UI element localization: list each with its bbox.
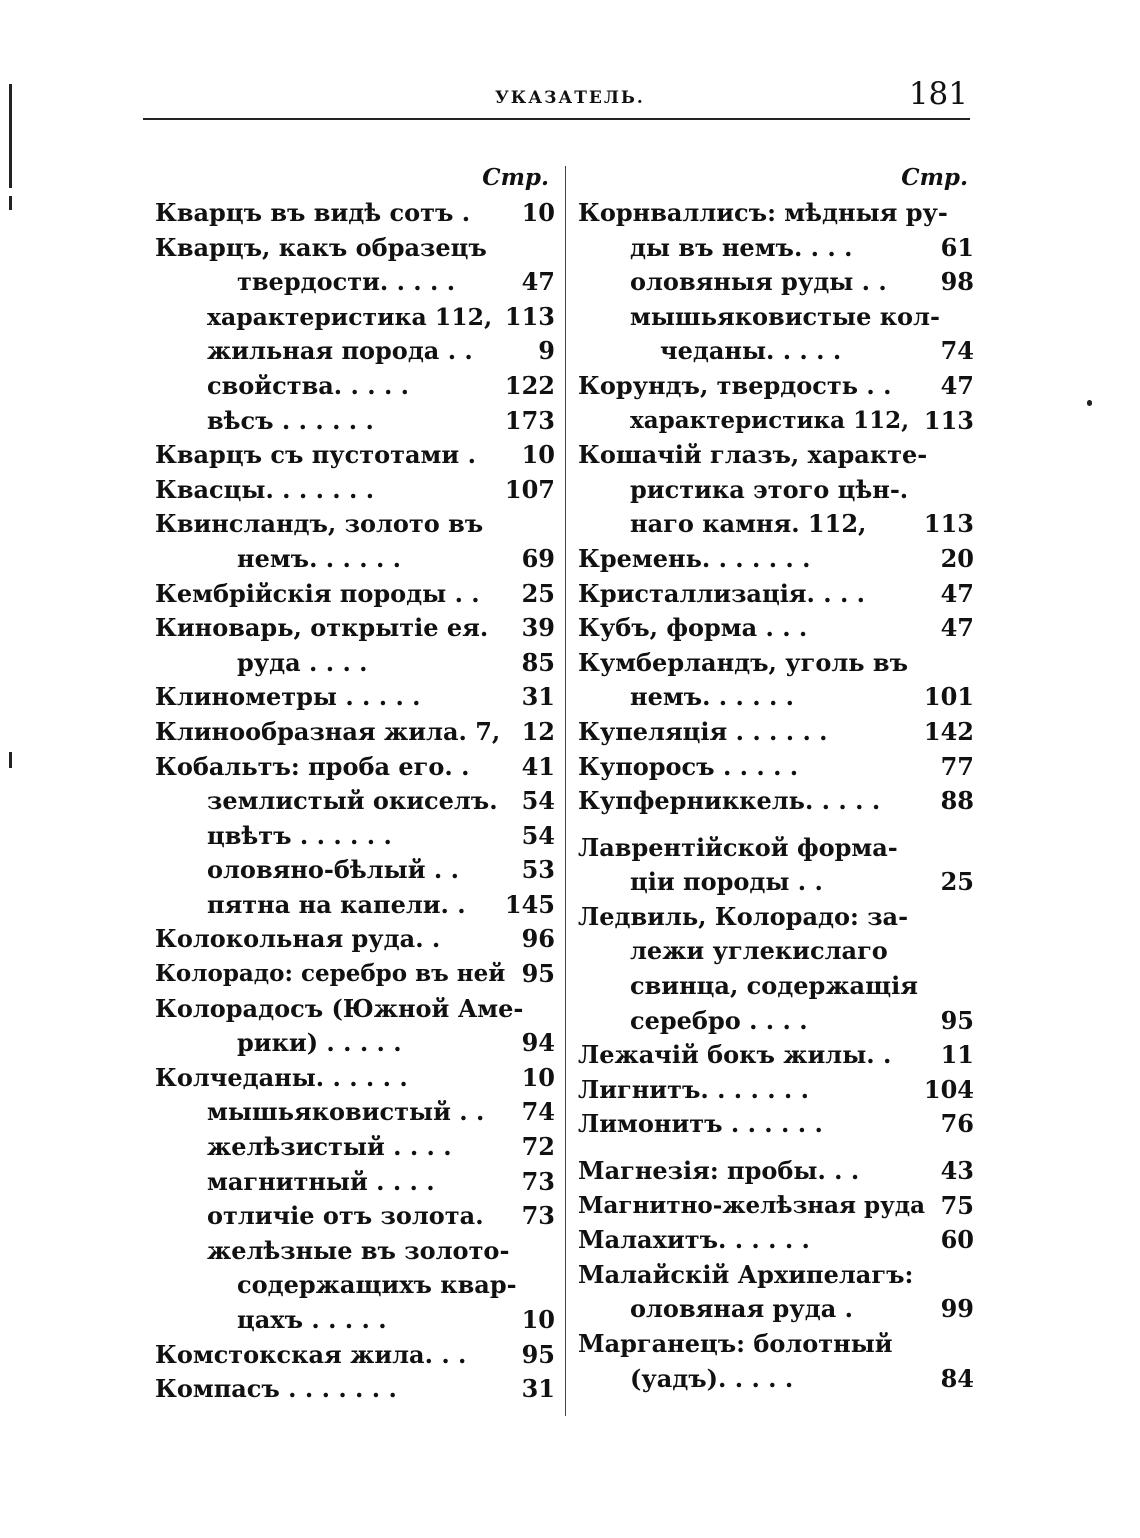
index-entry (155, 853, 555, 888)
index-entry (578, 507, 974, 542)
entry-text: лежи углекислаго (630, 936, 888, 966)
index-entry (578, 265, 974, 300)
entry-page: 61 (940, 232, 974, 262)
entry-text: Кремень. . . . . . . (578, 543, 811, 573)
entry-text: оловяно-бѣлый . . (207, 855, 459, 885)
entry-page: 47 (940, 370, 974, 400)
entry-text: Лежачій бокъ жилы. . (578, 1040, 892, 1070)
entry-text: отличіе отъ золота. (207, 1201, 484, 1231)
entry-page: 31 (521, 682, 555, 712)
entry-text: свойства. . . . . (207, 370, 410, 400)
index-entry (578, 1223, 974, 1258)
index-entry (578, 1073, 974, 1108)
entry-page: 47 (940, 613, 974, 643)
entry-text: Колорадосъ (Южной Аме- (155, 993, 524, 1023)
entry-text: характеристика 112, (630, 406, 910, 434)
entry-page: 122 (504, 370, 555, 400)
entry-page: 98 (940, 267, 974, 297)
entry-text: Кумберландъ, уголь въ (578, 647, 908, 677)
index-entry (155, 1338, 555, 1373)
entry-text: пятна на капели. . (207, 889, 466, 919)
index-entry (578, 196, 974, 231)
entry-text: твердости. . . . . (237, 267, 456, 297)
index-entry (155, 369, 555, 404)
entry-text: Магнитно-желѣзная руда (578, 1191, 926, 1219)
index-entry (155, 1303, 555, 1338)
entry-page: 73 (521, 1201, 555, 1231)
index-entry (155, 507, 555, 542)
entry-page: 72 (521, 1132, 555, 1162)
index-entry (155, 1199, 555, 1234)
entry-page: 73 (521, 1166, 555, 1196)
entry-page: 94 (521, 1028, 555, 1058)
entry-text: оловяныя руды . . (630, 267, 887, 297)
entry-text: Малахитъ. . . . . . (578, 1225, 810, 1255)
index-entry (155, 1165, 555, 1200)
entry-page: 10 (521, 1062, 555, 1092)
index-entry (155, 715, 555, 750)
index-entry (155, 231, 555, 266)
entry-page: 10 (521, 198, 555, 227)
index-entry (155, 300, 555, 335)
column-header: Стр. (482, 164, 549, 191)
index-entry (155, 1372, 555, 1407)
entry-text: (уадъ). . . . . (630, 1363, 794, 1393)
entry-page: 113 (923, 509, 974, 539)
entry-text: землистый окиселъ. (207, 786, 498, 816)
entry-text: Лаврентійской форма- (578, 832, 898, 862)
entry-text: Купеляція . . . . . . (578, 716, 828, 746)
index-entry (155, 334, 555, 369)
entry-text: содержащихъ квар- (237, 1270, 517, 1300)
entry-page: 101 (923, 682, 974, 712)
entry-page: 77 (940, 751, 974, 781)
index-entry (155, 1061, 555, 1096)
index-entry (578, 404, 974, 439)
entry-page: 95 (521, 1339, 555, 1369)
index-entry (155, 196, 555, 231)
entry-page: 25 (521, 578, 555, 608)
entry-page: 145 (504, 889, 555, 919)
entry-page: 104 (923, 1074, 974, 1104)
index-entry (155, 473, 555, 508)
index-entry (578, 1107, 974, 1142)
index-entry (578, 900, 974, 935)
entry-text: руда . . . . (237, 647, 368, 677)
index-entry (155, 888, 555, 923)
entry-page: 113 (923, 405, 974, 435)
entry-text: цахъ . . . . . (237, 1305, 387, 1334)
entry-text: Колокольная руда. . (155, 924, 441, 954)
index-entry (578, 1292, 974, 1327)
entry-page: 41 (521, 751, 555, 781)
entry-text: наго камня. 112, (630, 509, 867, 539)
entry-text: Корундъ, твердость . . (578, 370, 892, 400)
section-gap (578, 1142, 974, 1154)
entry-page: 95 (521, 959, 555, 989)
entry-text: Кварцъ въ видѣ сотъ . (155, 198, 471, 227)
entry-text: ристика этого цѣн-. (630, 474, 909, 504)
entry-page: 76 (940, 1109, 974, 1139)
entry-text: немъ. . . . . . (630, 682, 795, 712)
entry-text: Магнезія: пробы. . . (578, 1156, 860, 1186)
entry-text: Киноварь, открытіе ея. (155, 613, 489, 643)
entry-page: 25 (940, 867, 974, 897)
index-entry (578, 1258, 974, 1293)
entry-page: 142 (923, 716, 974, 746)
entry-page: 31 (521, 1374, 555, 1404)
entry-text: свинца, содержащія (630, 971, 918, 1001)
index-entry (578, 680, 974, 715)
index-entry (155, 784, 555, 819)
entry-text: желѣзные въ золото- (207, 1235, 510, 1265)
entry-text: мышьяковистый . . (207, 1097, 485, 1127)
entry-text: Кошачій глазъ, характе- (578, 440, 928, 470)
entry-text: Комстокская жила. . . (155, 1339, 467, 1369)
index-entry (578, 300, 974, 335)
entry-page: 11 (940, 1040, 974, 1070)
entry-text: Кембрійскія породы . . (155, 578, 480, 608)
entry-text: Кристаллизація. . . . (578, 578, 866, 608)
entry-text: Колорадо: серебро въ ней (155, 960, 506, 988)
entry-page: 9 (538, 336, 555, 366)
entry-text: Клинообразная жила. 7, (155, 716, 501, 746)
entry-text: Квасцы. . . . . . . (155, 474, 375, 504)
index-entry (578, 577, 974, 612)
entry-text: цвѣтъ . . . . . . (207, 820, 392, 850)
index-entry (578, 438, 974, 473)
entry-text: чеданы. . . . . (660, 336, 842, 366)
index-entry (155, 542, 555, 577)
index-entry (578, 473, 974, 508)
entry-text: желѣзистый . . . . (207, 1132, 452, 1162)
entry-text: Кубъ, форма . . . (578, 613, 808, 643)
index-entry (578, 831, 974, 866)
index-entry (578, 934, 974, 969)
index-entry (155, 577, 555, 612)
entry-page: 95 (940, 1005, 974, 1035)
index-entry (155, 750, 555, 785)
index-entry (155, 1095, 555, 1130)
index-entry (578, 1154, 974, 1189)
entry-text: характеристика 112, (207, 302, 493, 331)
entry-page: 54 (521, 820, 555, 850)
entry-page: 54 (521, 786, 555, 816)
index-entry (578, 784, 974, 819)
index-entry (155, 265, 555, 300)
entry-text: жильная порода . . (207, 336, 473, 366)
index-entry (155, 438, 555, 473)
margin-mark (1087, 400, 1092, 406)
page-header (145, 76, 970, 120)
index-entry (578, 750, 974, 785)
entry-page: 12 (521, 716, 555, 746)
entry-page: 10 (521, 1305, 555, 1334)
entry-text: Ледвиль, Колорадо: за- (578, 901, 909, 931)
right-column (578, 160, 974, 1396)
index-entry (578, 1004, 974, 1039)
section-gap (578, 819, 974, 831)
entry-page: 85 (521, 647, 555, 677)
entry-page: 47 (521, 267, 555, 297)
entry-page: 43 (940, 1156, 974, 1186)
entry-page: 107 (504, 474, 555, 504)
entry-page: 96 (521, 924, 555, 954)
entry-page: 88 (940, 786, 974, 816)
index-entry (155, 1268, 555, 1303)
margin-mark (9, 196, 12, 210)
entry-page: 53 (521, 855, 555, 885)
column-divider (565, 166, 566, 1416)
index-entry (155, 404, 555, 439)
entry-page: 75 (940, 1190, 974, 1220)
index-entry (578, 646, 974, 681)
entry-text: серебро . . . . (630, 1005, 808, 1035)
entry-text: Корнваллисъ: мѣдныя ру- (578, 198, 948, 227)
entry-text: Малайскій Архипелагъ: (578, 1259, 914, 1289)
index-entry (155, 957, 555, 992)
entry-page: 113 (504, 301, 555, 331)
index-entry (155, 1234, 555, 1269)
margin-mark (9, 752, 12, 768)
entry-page: 20 (940, 543, 974, 573)
index-entry (578, 715, 974, 750)
entry-text: мышьяковистые кол- (630, 301, 940, 331)
entry-page: 47 (940, 578, 974, 608)
index-entry (578, 542, 974, 577)
entry-page: 74 (940, 336, 974, 366)
entry-text: Колчеданы. . . . . . (155, 1062, 408, 1092)
index-entry (578, 969, 974, 1004)
index-entry (578, 865, 974, 900)
index-entry (155, 992, 555, 1027)
entry-text: Кобальтъ: проба его. . (155, 751, 470, 781)
index-entry (578, 334, 974, 369)
index-entry (155, 1130, 555, 1165)
left-column (155, 160, 555, 1407)
entry-text: Кварцъ, какъ образецъ (155, 232, 487, 262)
entry-text: Клинометры . . . . . (155, 682, 421, 712)
entry-page: 99 (940, 1294, 974, 1324)
running-head: УКАЗАТЕЛЬ. (495, 88, 645, 108)
entry-text: Кварцъ съ пустотами . (155, 440, 476, 470)
index-entry (578, 611, 974, 646)
index-entry (155, 1026, 555, 1061)
entry-text: ды въ немъ. . . . (630, 232, 853, 262)
entry-text: ціи породы . . (630, 867, 823, 897)
entry-text: Квинсландъ, золото въ (155, 509, 484, 539)
index-entry (155, 646, 555, 681)
entry-page: 84 (940, 1363, 974, 1393)
index-entry (155, 819, 555, 854)
header-rule (143, 118, 970, 120)
column-header: Стр. (901, 164, 968, 191)
entry-text: магнитный . . . . (207, 1166, 435, 1196)
entry-text: Купферниккель. . . . . (578, 786, 881, 816)
index-entry (578, 1362, 974, 1397)
index-entry (578, 1038, 974, 1073)
entry-text: Лигнитъ. . . . . . . (578, 1074, 809, 1104)
entry-page: 60 (940, 1225, 974, 1255)
index-entry (578, 369, 974, 404)
entry-page: 39 (521, 613, 555, 643)
entry-page: 10 (521, 440, 555, 470)
entry-text: Компасъ . . . . . . . (155, 1374, 397, 1404)
index-entry (155, 680, 555, 715)
entry-page: 69 (521, 543, 555, 573)
entry-text: Лимонитъ . . . . . . (578, 1109, 823, 1139)
index-entry (578, 1189, 974, 1224)
entry-text: оловяная руда . (630, 1294, 853, 1324)
index-entry (578, 231, 974, 266)
entry-page: 74 (521, 1097, 555, 1127)
index-entry (155, 922, 555, 957)
index-entry (155, 611, 555, 646)
entry-text: немъ. . . . . . (237, 543, 402, 573)
entry-text: вѣсъ . . . . . . (207, 405, 374, 435)
entry-text: Купоросъ . . . . . (578, 751, 799, 781)
margin-mark (9, 84, 12, 188)
entry-text: рики) . . . . . (237, 1028, 402, 1058)
index-entry (578, 1327, 974, 1362)
entry-page: 173 (504, 405, 555, 435)
entry-text: Марганецъ: болотный (578, 1329, 893, 1358)
page-number: 181 (908, 76, 968, 112)
